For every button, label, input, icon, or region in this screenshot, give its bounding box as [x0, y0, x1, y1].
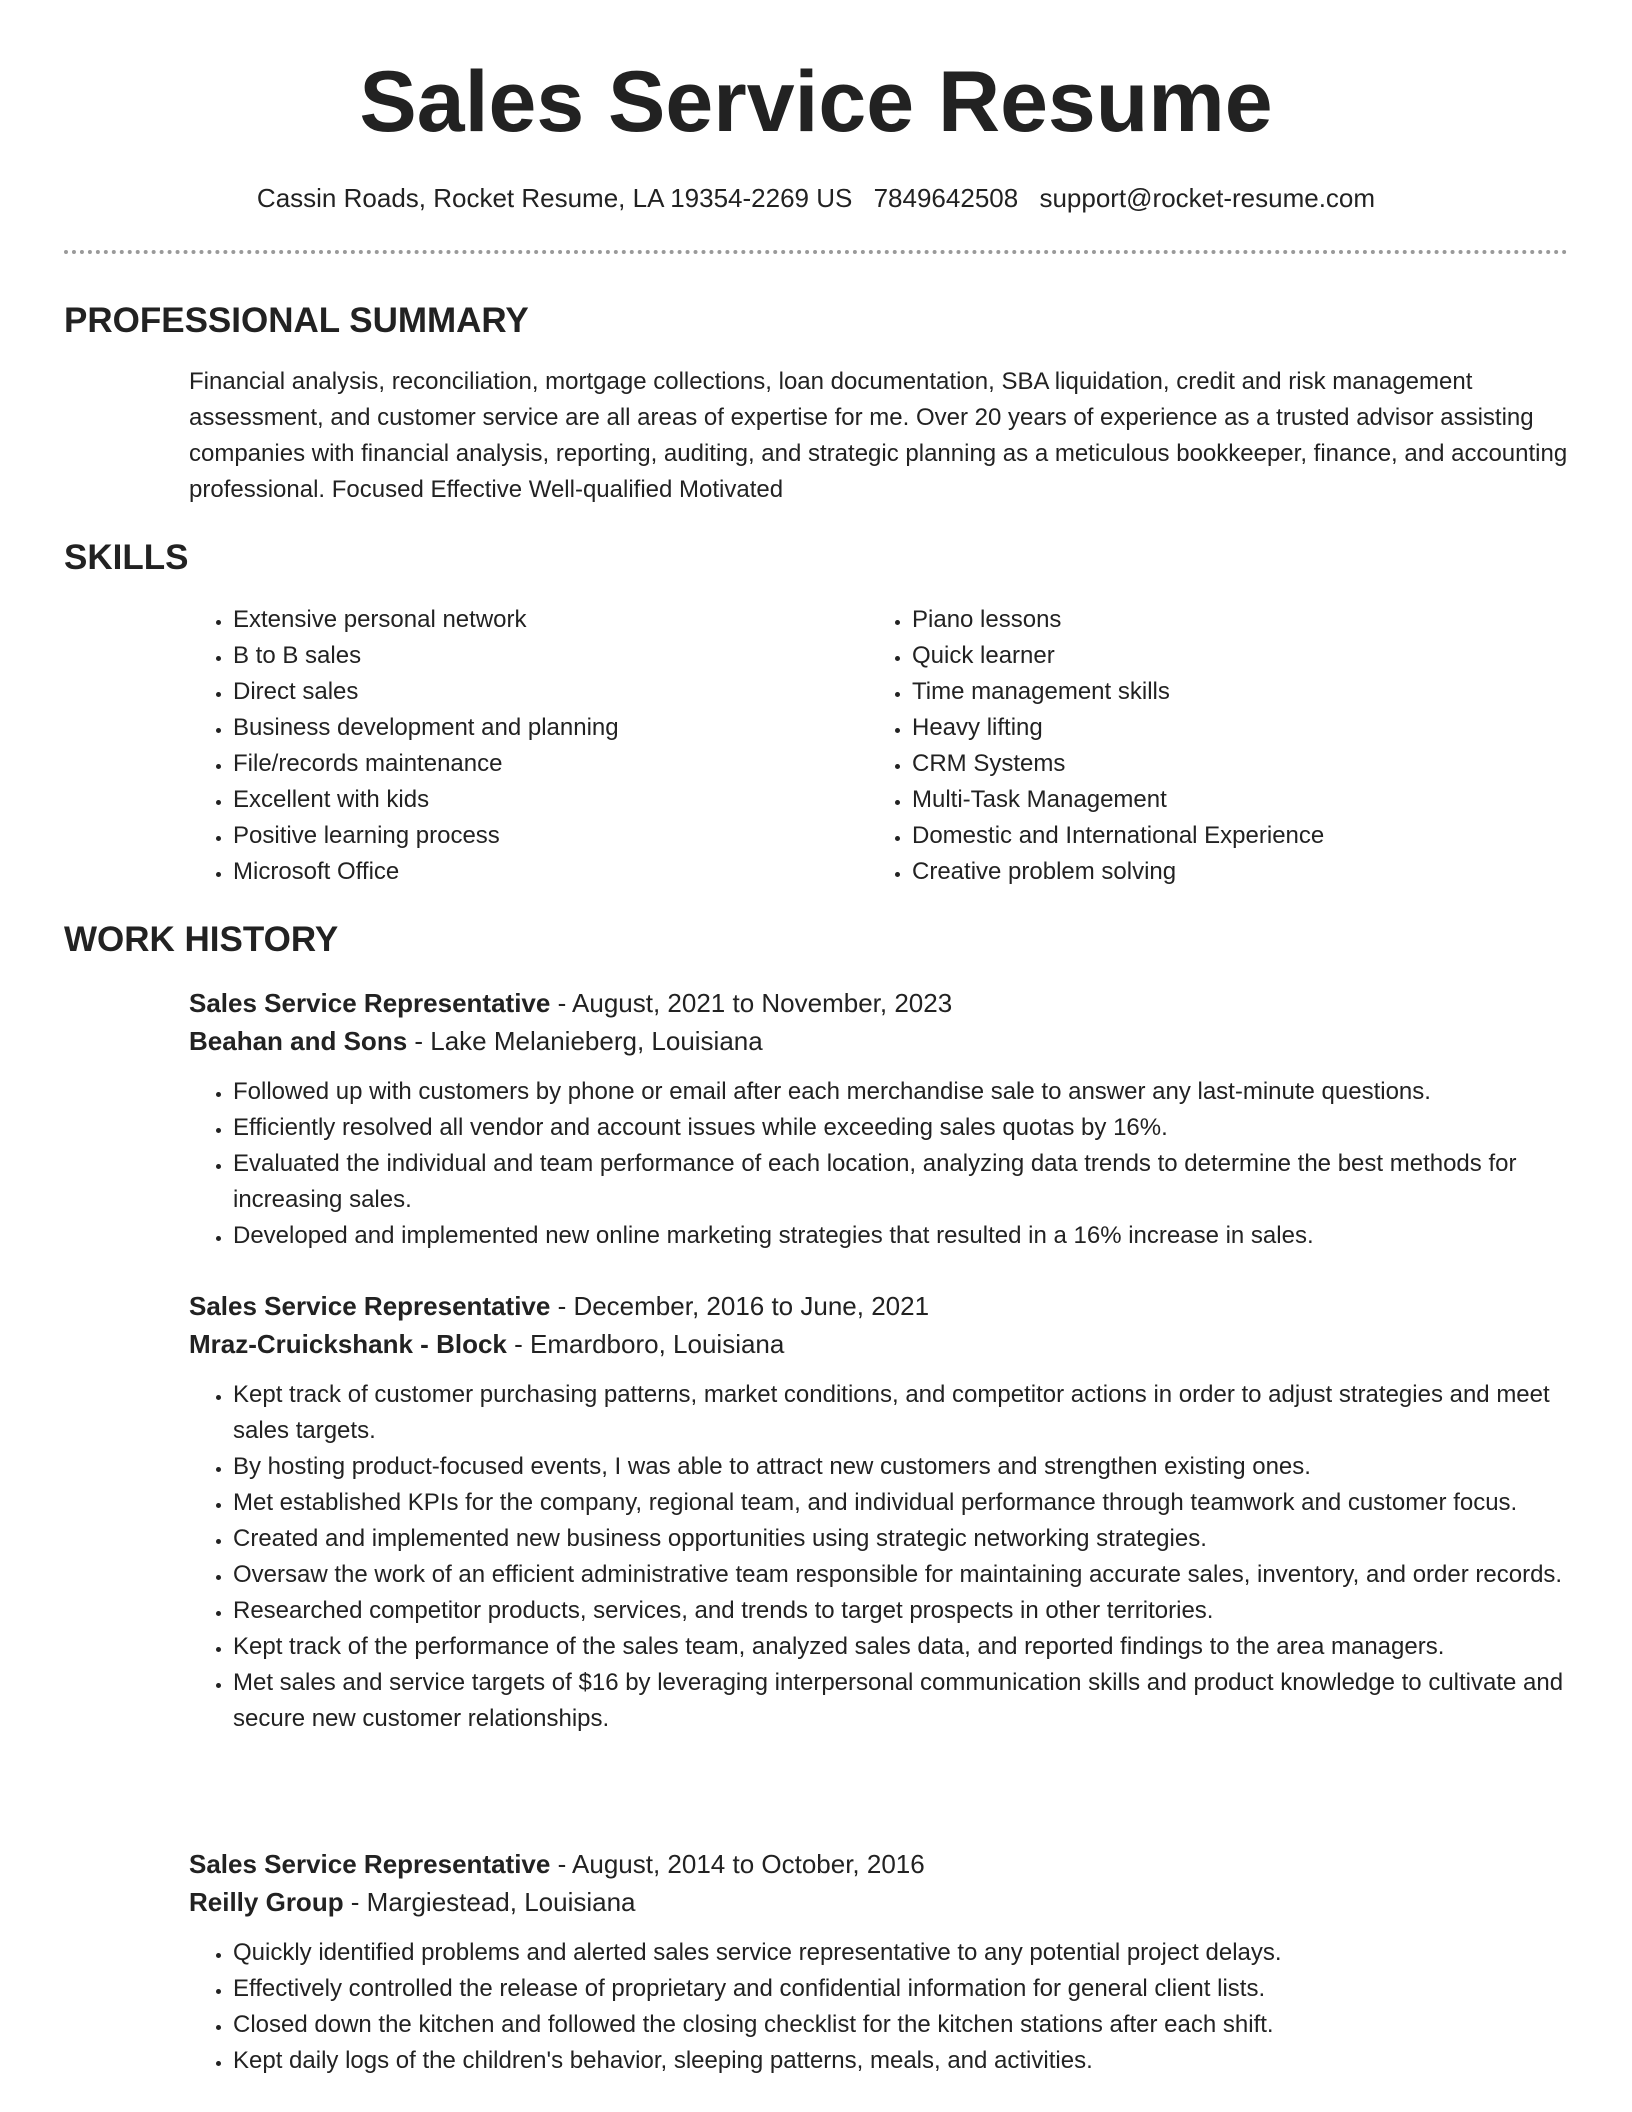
job-duty: • Kept daily logs of the children's behavior, sleeping patterns, meals, and activities.: [233, 2043, 1569, 2079]
job-title-line: [189, 1287, 1569, 1325]
job-entry: [189, 1845, 1569, 2079]
job-duty: • Efficiently resolved all vendor and account issues while exceeding sales quotas by 16%.: [233, 1110, 1569, 1146]
job-duty: • Closed down the kitchen and followed the closing checklist for the kitchen stations after each shift.: [233, 2007, 1569, 2043]
job-company-line: [189, 1883, 1569, 1921]
job-duties-list: [189, 1935, 1569, 2079]
skill-item: • Heavy lifting: [912, 710, 1552, 746]
job-title: Sales Service Representative: [189, 1291, 551, 1321]
skill-item: • Extensive personal network: [233, 602, 853, 638]
summary-heading: PROFESSIONAL SUMMARY: [64, 301, 529, 340]
job-duty: • Met sales and service targets of $16 by leveraging interpersonal communication skills and product knowledge to cultivate and secure new customer relationships.: [233, 1665, 1569, 1737]
skill-item: • Positive learning process: [233, 818, 853, 854]
skill-item: • File/records maintenance: [233, 746, 853, 782]
resume-title: Sales Service Resume: [359, 54, 1273, 150]
job-dates: - August, 2014 to October, 2016: [550, 1849, 925, 1879]
job-duty: • Kept track of customer purchasing patterns, market conditions, and competitor actions in order to adjust strategies and meet sales targets.: [233, 1377, 1569, 1449]
company-name: Mraz-Cruickshank - Block: [189, 1329, 507, 1359]
job-location: - Emardboro, Louisiana: [506, 1329, 785, 1359]
job-duties-list: [189, 1074, 1569, 1254]
job-title: Sales Service Representative: [189, 988, 551, 1018]
skill-item: • Domestic and International Experience: [912, 818, 1552, 854]
contact-line: [0, 180, 1632, 216]
address: Cassin Roads, Rocket Resume, LA 19354-2269 US: [256, 183, 853, 213]
job-duties-list: [189, 1377, 1569, 1737]
header-divider: [64, 250, 1568, 254]
job-duty: • Quickly identified problems and alerted sales service representative to any potential project delays.: [233, 1935, 1569, 1971]
job-title: Sales Service Representative: [189, 1849, 551, 1879]
summary-text: Financial analysis, reconciliation, mortgage collections, loan documentation, SBA liquidation, credit and risk management assessment, and customer service are all areas of expertise for me. Over 20 years of experience as a trusted advisor assisting companies with financial analysis, reporting, auditing, and strategic planning as a meticulous bookkeeper, finance, and accounting professional. Focused Effective Well-qualified Motivated: [189, 368, 1568, 503]
skill-item: • Creative problem solving: [912, 854, 1552, 890]
job-dates: - August, 2021 to November, 2023: [550, 988, 953, 1018]
job-duty: • Met established KPIs for the company, regional team, and individual performance through teamwork and customer focus.: [233, 1485, 1569, 1521]
skill-item: • Direct sales: [233, 674, 853, 710]
skill-item: • Piano lessons: [912, 602, 1552, 638]
job-duty: • Effectively controlled the release of proprietary and confidential information for general client lists.: [233, 1971, 1569, 2007]
job-location: - Lake Melanieberg, Louisiana: [407, 1026, 763, 1056]
job-entry: [189, 984, 1569, 1254]
skill-item: • Excellent with kids: [233, 782, 853, 818]
email-address: support@rocket-resume.com: [1039, 183, 1376, 213]
company-name: Beahan and Sons: [189, 1026, 408, 1056]
skill-item: • Business development and planning: [233, 710, 853, 746]
company-name: Reilly Group: [189, 1887, 344, 1917]
work-history-heading: WORK HISTORY: [64, 920, 339, 959]
job-location: - Margiestead, Louisiana: [343, 1887, 636, 1917]
job-company-line: [189, 1325, 1569, 1363]
skill-item: • Time management skills: [912, 674, 1552, 710]
job-duty: • Developed and implemented new online marketing strategies that resulted in a 16% increase in sales.: [233, 1218, 1569, 1254]
job-duty: • Followed up with customers by phone or email after each merchandise sale to answer any last-minute questions.: [233, 1074, 1569, 1110]
skills-list-left: [189, 602, 853, 890]
job-entry: [189, 1287, 1569, 1737]
job-duty: • Oversaw the work of an efficient administrative team responsible for maintaining accurate sales, inventory, and order records.: [233, 1557, 1569, 1593]
phone-number: 7849642508: [873, 183, 1019, 213]
skill-item: • Quick learner: [912, 638, 1552, 674]
job-title-line: [189, 1845, 1569, 1883]
skill-item: • Microsoft Office: [233, 854, 853, 890]
skill-item: • B to B sales: [233, 638, 853, 674]
job-title-line: [189, 984, 1569, 1022]
job-dates: - December, 2016 to June, 2021: [550, 1291, 930, 1321]
job-duty: • Researched competitor products, services, and trends to target prospects in other territories.: [233, 1593, 1569, 1629]
job-duty: • Created and implemented new business opportunities using strategic networking strategies.: [233, 1521, 1569, 1557]
skill-item: • CRM Systems: [912, 746, 1552, 782]
skill-item: • Multi-Task Management: [912, 782, 1552, 818]
skills-list-right: [868, 602, 1552, 890]
job-duty: • Evaluated the individual and team performance of each location, analyzing data trends to determine the best methods for increasing sales.: [233, 1146, 1569, 1218]
job-duty: • By hosting product-focused events, I was able to attract new customers and strengthen existing ones.: [233, 1449, 1569, 1485]
job-duty: • Kept track of the performance of the sales team, analyzed sales data, and reported findings to the area managers.: [233, 1629, 1569, 1665]
skills-heading: SKILLS: [64, 538, 189, 577]
job-company-line: [189, 1022, 1569, 1060]
